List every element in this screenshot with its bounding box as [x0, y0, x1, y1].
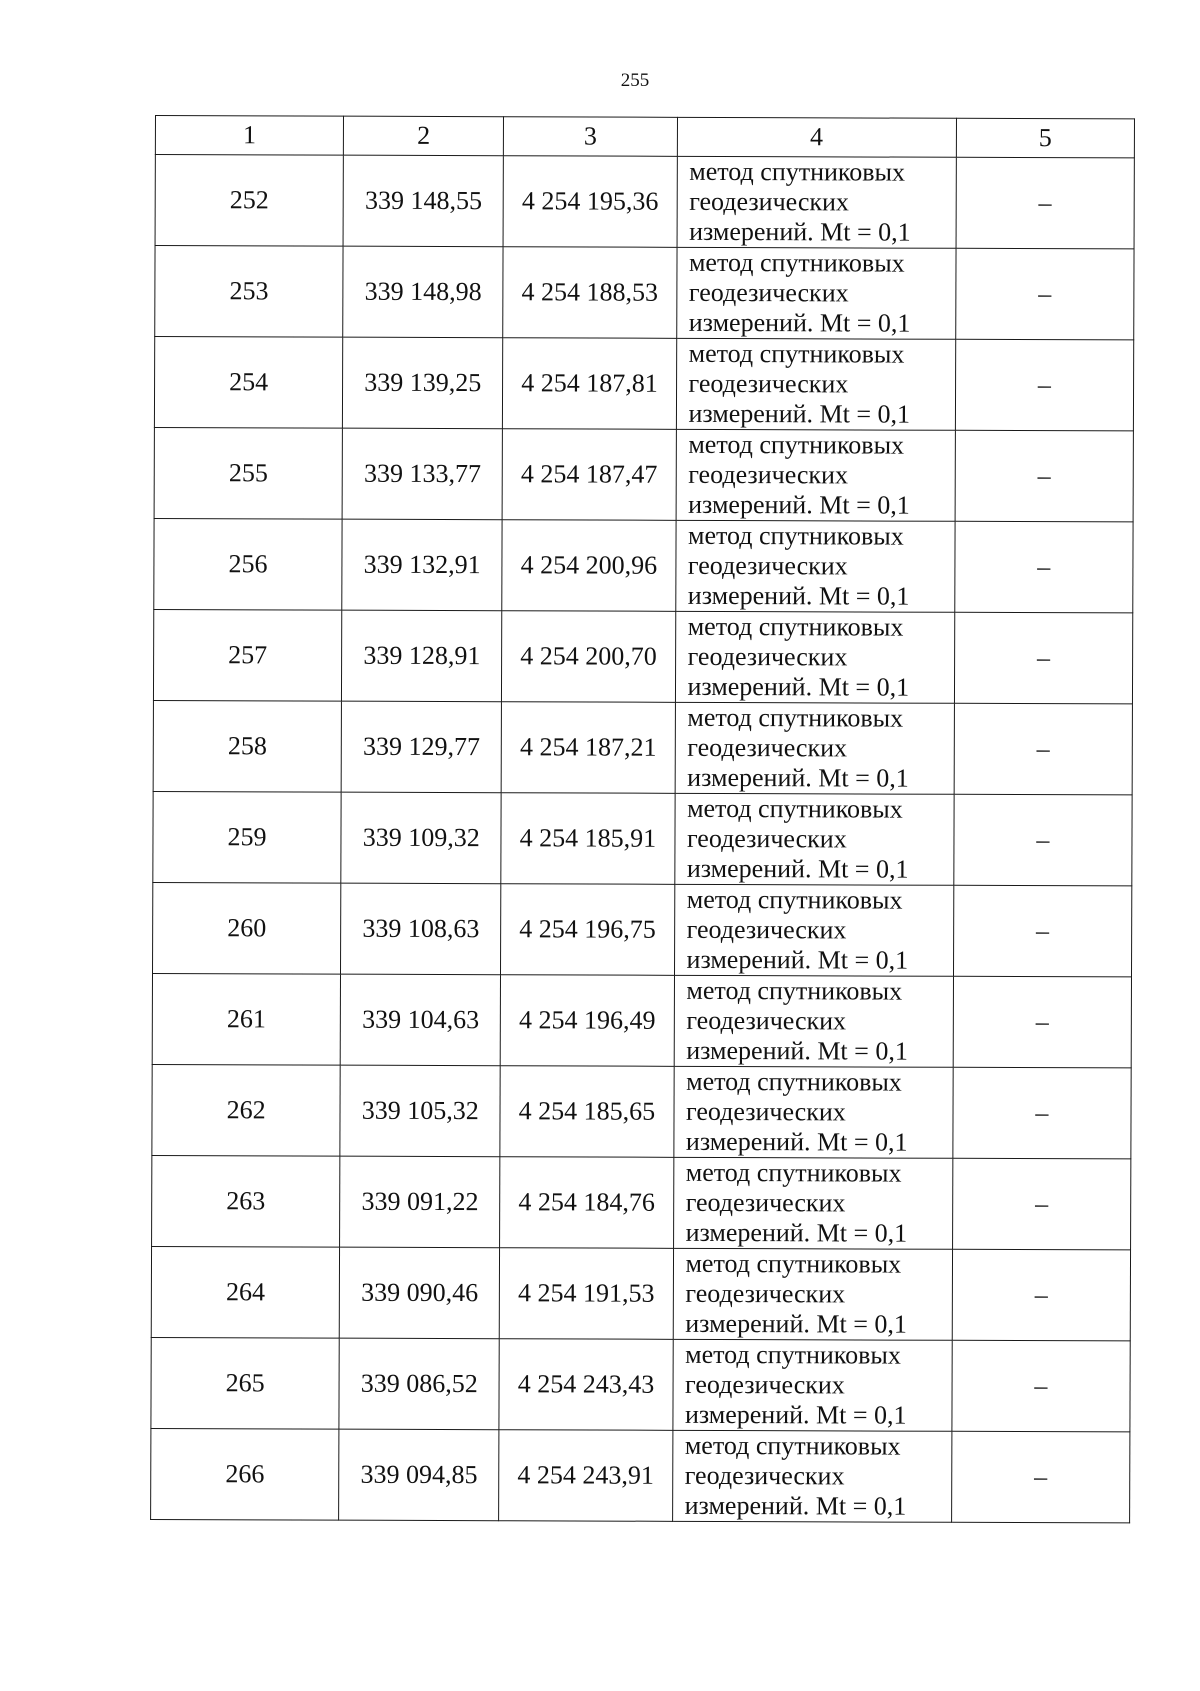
y-coordinate-cell: 4 254 243,43	[499, 1339, 672, 1431]
table-row	[153, 609, 1132, 703]
method-line: измерений. Mt = 0,1	[687, 762, 909, 793]
y-coordinate-cell: 4 254 185,91	[501, 793, 674, 885]
note-cell: –	[953, 1067, 1132, 1159]
note-cell: –	[954, 612, 1133, 704]
method-line: геодезических	[686, 823, 847, 854]
method-cell	[676, 338, 956, 430]
method-line: геодезических	[688, 277, 849, 308]
coordinates-table	[150, 115, 1135, 1523]
note-cell: –	[955, 430, 1134, 522]
method-line: метод спутниковых	[686, 884, 903, 915]
method-line: измерений. Mt = 0,1	[685, 1217, 908, 1248]
method-line: метод спутниковых	[687, 793, 903, 824]
method-line: метод спутниковых	[686, 1066, 902, 1097]
method-cell	[673, 1248, 953, 1340]
point-number-cell: 260	[153, 882, 342, 974]
y-coordinate-cell: 4 254 187,21	[501, 702, 674, 794]
method-line: измерений. Mt = 0,1	[687, 671, 910, 702]
method-line: метод спутниковых	[688, 247, 905, 278]
method-cell	[674, 975, 954, 1067]
note-cell: –	[956, 157, 1135, 249]
method-line: метод спутниковых	[685, 1339, 901, 1370]
header-cell-4: 4	[677, 117, 956, 157]
method-line: геодезических	[688, 459, 849, 490]
y-coordinate-cell: 4 254 200,70	[502, 611, 675, 703]
table-row	[153, 791, 1132, 885]
x-coordinate-cell: 339 104,63	[340, 974, 500, 1066]
note-cell: –	[955, 521, 1134, 613]
note-cell: –	[952, 1158, 1131, 1250]
x-coordinate-cell: 339 128,91	[342, 610, 502, 702]
table-row	[151, 1337, 1130, 1431]
header-cell-3: 3	[504, 117, 677, 157]
x-coordinate-cell: 339 094,85	[339, 1429, 499, 1521]
table-row	[153, 882, 1132, 976]
x-coordinate-cell: 339 090,46	[339, 1247, 499, 1339]
table-row	[154, 518, 1133, 612]
method-line: измерений. Mt = 0,1	[688, 489, 910, 520]
method-line: метод спутниковых	[687, 702, 904, 733]
method-line: измерений. Mt = 0,1	[686, 944, 909, 975]
method-line: измерений. Mt = 0,1	[685, 1308, 907, 1339]
point-number-cell: 254	[154, 337, 343, 429]
method-line: измерений. Mt = 0,1	[687, 580, 910, 611]
x-coordinate-cell: 339 091,22	[340, 1156, 500, 1248]
table-row	[151, 1428, 1130, 1522]
note-cell: –	[955, 339, 1134, 431]
method-line: геодезических	[686, 1005, 847, 1036]
method-line: метод спутниковых	[687, 611, 904, 642]
method-line: метод спутниковых	[686, 975, 903, 1006]
table-row	[155, 246, 1134, 340]
header-row	[155, 116, 1134, 158]
method-cell	[674, 793, 954, 885]
note-cell: –	[951, 1431, 1130, 1523]
note-cell: –	[952, 1340, 1131, 1432]
method-line: измерений. Mt = 0,1	[684, 1399, 907, 1430]
point-number-cell: 264	[151, 1246, 340, 1338]
method-line: метод спутниковых	[684, 1430, 901, 1461]
y-coordinate-cell: 4 254 196,75	[501, 884, 674, 976]
point-number-cell: 266	[151, 1428, 340, 1520]
note-cell: –	[956, 248, 1135, 340]
point-number-cell: 261	[152, 973, 341, 1065]
method-cell	[675, 611, 955, 703]
page-number: 255	[620, 70, 650, 91]
point-number-cell: 255	[154, 427, 343, 519]
method-line: метод спутниковых	[688, 338, 905, 369]
method-cell	[675, 702, 955, 794]
note-cell: –	[953, 885, 1132, 977]
method-line: метод спутниковых	[688, 520, 904, 551]
method-cell	[676, 247, 956, 339]
table-row	[154, 427, 1133, 521]
y-coordinate-cell: 4 254 200,96	[502, 520, 675, 612]
method-line: геодезических	[686, 914, 847, 945]
point-number-cell: 256	[154, 518, 343, 610]
method-line: геодезических	[685, 1278, 846, 1309]
note-cell: –	[954, 794, 1133, 886]
header-cell-1: 1	[155, 116, 343, 156]
x-coordinate-cell: 339 148,55	[343, 155, 503, 247]
note-cell: –	[953, 976, 1132, 1068]
y-coordinate-cell: 4 254 185,65	[500, 1066, 673, 1158]
method-cell	[677, 156, 957, 248]
method-line: метод спутниковых	[688, 429, 905, 460]
method-cell	[672, 1339, 952, 1431]
table-row	[155, 155, 1134, 249]
x-coordinate-cell: 339 129,77	[341, 701, 501, 793]
table-row	[151, 1246, 1130, 1340]
method-cell	[675, 520, 955, 612]
point-number-cell: 253	[155, 246, 344, 338]
point-number-cell: 257	[153, 609, 342, 701]
y-coordinate-cell: 4 254 187,81	[503, 338, 676, 430]
method-line: метод спутниковых	[685, 1248, 902, 1279]
y-coordinate-cell: 4 254 184,76	[500, 1157, 673, 1249]
table-row	[152, 1155, 1131, 1249]
method-line: геодезических	[688, 368, 849, 399]
method-line: измерений. Mt = 0,1	[684, 1490, 907, 1521]
y-coordinate-cell: 4 254 187,47	[502, 429, 675, 521]
y-coordinate-cell: 4 254 188,53	[503, 247, 676, 339]
y-coordinate-cell: 4 254 243,91	[499, 1430, 672, 1522]
table-row	[153, 700, 1132, 794]
method-line: геодезических	[687, 641, 848, 672]
method-cell	[676, 429, 956, 521]
method-line: геодезических	[685, 1369, 845, 1400]
method-line: измерений. Mt = 0,1	[688, 398, 911, 429]
header-cell-5: 5	[956, 118, 1134, 158]
method-line: геодезических	[685, 1187, 846, 1218]
method-line: метод спутниковых	[685, 1157, 902, 1188]
x-coordinate-cell: 339 108,63	[341, 883, 501, 975]
x-coordinate-cell: 339 148,98	[343, 246, 503, 338]
method-line: измерений. Mt = 0,1	[685, 1126, 908, 1157]
x-coordinate-cell: 339 139,25	[343, 337, 503, 429]
table-body	[151, 155, 1135, 1523]
point-number-cell: 265	[151, 1337, 340, 1429]
method-line: измерений. Mt = 0,1	[686, 1035, 908, 1066]
note-cell: –	[952, 1249, 1131, 1341]
table-row	[154, 337, 1133, 431]
table-row	[152, 1064, 1131, 1158]
y-coordinate-cell: 4 254 191,53	[500, 1248, 673, 1340]
x-coordinate-cell: 339 086,52	[339, 1338, 499, 1430]
method-cell	[673, 1157, 953, 1249]
point-number-cell: 258	[153, 700, 342, 792]
method-line: измерений. Mt = 0,1	[688, 307, 911, 338]
method-cell	[672, 1430, 952, 1522]
x-coordinate-cell: 339 132,91	[342, 519, 502, 611]
method-line: геодезических	[685, 1096, 846, 1127]
table-row	[152, 973, 1131, 1067]
method-line: измерений. Mt = 0,1	[689, 216, 911, 247]
note-cell: –	[954, 703, 1133, 795]
point-number-cell: 259	[153, 791, 342, 883]
method-line: геодезических	[689, 186, 850, 217]
method-line: геодезических	[684, 1460, 845, 1491]
y-coordinate-cell: 4 254 196,49	[501, 975, 674, 1067]
header-cell-2: 2	[344, 116, 504, 156]
method-cell	[674, 884, 954, 976]
point-number-cell: 262	[152, 1064, 341, 1156]
point-number-cell: 252	[155, 155, 344, 247]
method-line: геодезических	[687, 550, 848, 581]
x-coordinate-cell: 339 105,32	[340, 1065, 500, 1157]
point-number-cell: 263	[152, 1155, 341, 1247]
table-header	[155, 116, 1134, 158]
method-line: метод спутниковых	[689, 156, 906, 187]
x-coordinate-cell: 339 133,77	[342, 428, 502, 520]
y-coordinate-cell: 4 254 195,36	[503, 156, 676, 248]
method-line: измерений. Mt = 0,1	[686, 853, 909, 884]
method-line: геодезических	[687, 732, 848, 763]
x-coordinate-cell: 339 109,32	[341, 792, 501, 884]
method-cell	[673, 1066, 953, 1158]
